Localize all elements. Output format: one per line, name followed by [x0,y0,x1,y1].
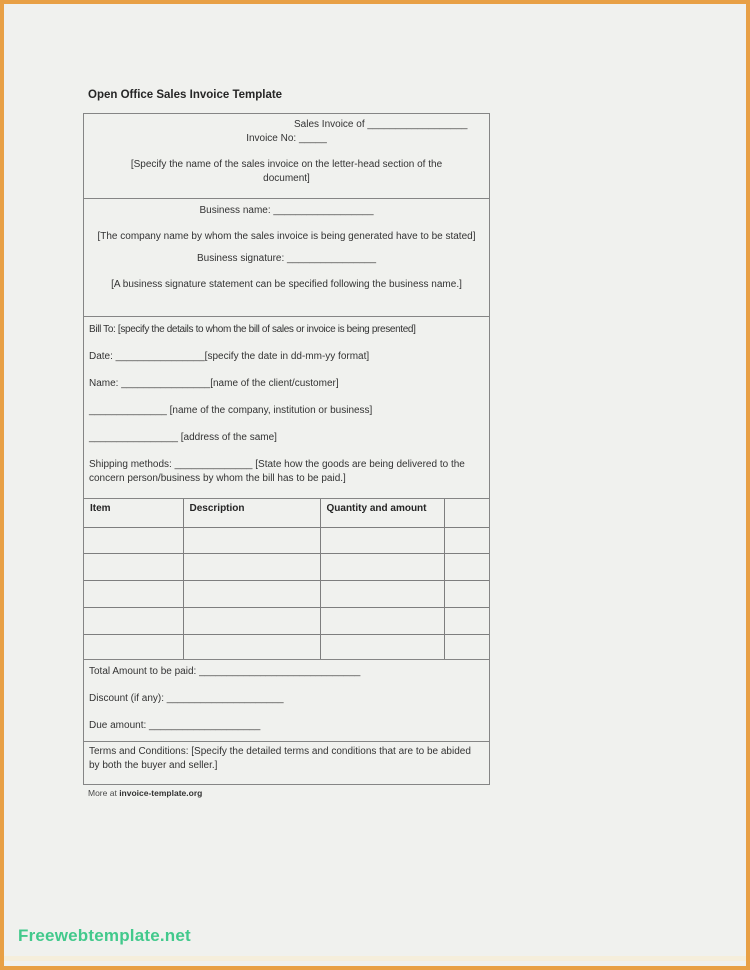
table-row [84,554,489,581]
more-at-prefix: More at [88,788,120,798]
bottom-cream-strip [4,956,746,961]
invoice-template-org-link[interactable]: invoice-template.org [119,788,203,798]
discount-field: Discount (if any): _____________________ [89,693,284,704]
bill-to-name-field: Name: ________________[name of the client/customer] [89,378,339,389]
shipping-methods-field: Shipping methods: ______________ [State how the goods are being delivered to the concern person/business by whom the bill has to be paid.] [89,459,465,484]
business-signature-note: [A business signature statement can be specified following the business name.] [111,279,462,290]
table-row [84,607,489,634]
freewebtemplate-watermark[interactable]: Freewebtemplate.net [18,926,191,945]
col-header-blank [444,499,489,527]
bill-to-date-field: Date: ________________[specify the date in dd-mm-yy format] [89,351,370,362]
more-at-line [88,788,202,798]
business-name-field: Business name: __________________ [199,205,374,216]
invoice-template-box [83,113,490,785]
total-amount-field: Total Amount to be paid: _____________________________ [89,666,361,677]
invoice-header-note: [Specify the name of the sales invoice on the letter-head section of the document] [130,159,443,184]
col-header-item: Item [84,499,183,527]
col-header-quantity-amount: Quantity and amount [320,499,444,527]
bill-to-company-field: ______________ [name of the company, institution or business] [89,405,373,416]
business-name-note: [The company name by whom the sales invoice is being generated have to be stated] [97,231,476,242]
items-table [84,499,489,659]
table-row [84,527,489,554]
table-row [84,581,489,608]
col-header-description: Description [183,499,320,527]
terms-and-conditions-text: Terms and Conditions: [Specify the detailed terms and conditions that are to be abided by both the buyer and seller.] [89,746,471,771]
invoice-no-field: Invoice No: _____ [246,133,327,144]
section-business [84,198,489,316]
bill-to-intro: Bill To: [specify the details to whom the bill of sales or invoice is being presented] [89,324,416,335]
section-items-table [84,498,489,659]
items-table-header-row [84,499,489,527]
section-bill-to [84,316,489,498]
bill-to-address-field: ________________ [address of the same] [89,432,277,443]
document-title: Open Office Sales Invoice Template [88,89,283,101]
section-invoice-header [84,114,489,198]
section-terms [84,741,489,785]
sales-invoice-of-field: Sales Invoice of __________________ [294,119,468,130]
business-signature-field: Business signature: ________________ [196,253,377,264]
due-amount-field: Due amount: ____________________ [89,720,261,731]
table-row [84,634,489,659]
section-totals [84,659,489,741]
